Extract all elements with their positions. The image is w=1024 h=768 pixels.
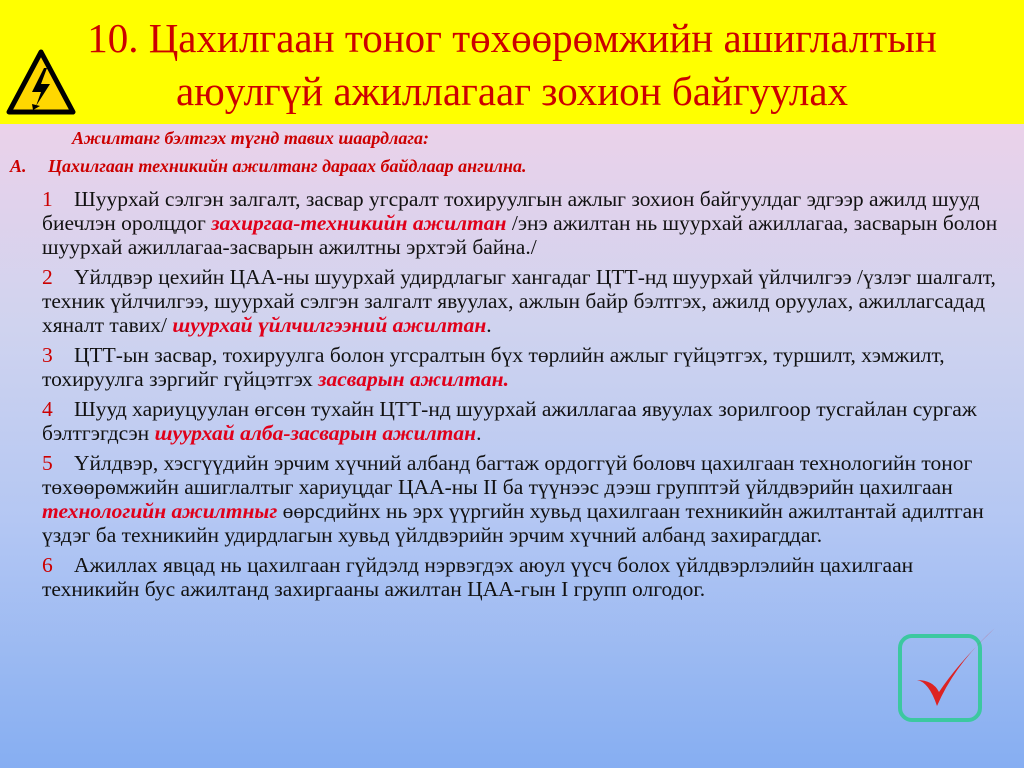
list-item (42, 397, 1007, 445)
item-text: Шууд хариуцуулан өгсөн тухайн ЦТТ-нд шуурхай ажиллагаа явуулах зорилгоор тусгайлан сургаж бэлтгэгдсэн (42, 397, 977, 445)
item-text: Үйлдвэр цехийн ЦАА-ны шуурхай удирдлагыг хангадаг ЦТТ-нд шуурхай үйлчилгээ /үзлэг шалгалт, техник үйлчилгээ, шуурхай сэлгэн залгалт явуулах, ажлын байр бэлтгэх, ажилд оруулах, ажиллагсадад хяналт тавих/ (42, 265, 996, 337)
item-number: 4 (42, 397, 53, 421)
item-highlight: технологийн ажилтныг (42, 499, 278, 523)
item-text-end: /энэ ажилтан нь шуурхай ажиллагаа, засварын болон шуурхай ажиллагаа-засварын ажилтны эрхтэй байна./ (42, 211, 998, 259)
item-text: Ажиллах явцад нь цахилгаан гүйдэлд нэрвэгдэх аюул үүсч болох үйлдвэрлэлийн цахилгаан техникийн бус ажилтанд захиргааны ажилтан ЦАА-гын I групп олгодог. (42, 553, 914, 601)
item-highlight: шуурхай үйлчилгээний ажилтан (172, 313, 487, 337)
item-highlight: шуурхай алба-засварын ажилтан (154, 421, 477, 445)
subheading: Ажилтанг бэлтгэх түгнд тавих шаардлага: (72, 128, 429, 148)
list-item (42, 187, 1007, 259)
list-item (42, 265, 1007, 337)
item-number: 6 (42, 553, 53, 577)
item-text-end: . (486, 313, 492, 337)
high-voltage-warning-icon (6, 48, 76, 122)
item-number: 5 (42, 451, 53, 475)
item-number: 2 (42, 265, 53, 289)
section-end: . (522, 156, 527, 176)
section-text: Цахилгаан техникийн ажилтанг дараах байдлаар ангилна (48, 156, 523, 176)
section-a (10, 156, 527, 177)
item-highlight: захиргаа-техникийн ажилтан (211, 211, 507, 235)
section-letter: А. (10, 156, 27, 176)
item-highlight: засварын ажилтан. (318, 367, 509, 391)
slide-title (0, 12, 1024, 118)
checkmark-box-icon (895, 624, 999, 724)
item-text: Шуурхай сэлгэн залгалт, засвар угсралт тохируулгын ажлыг зохион байгуулдаг эдгээр ажилд шууд биечлэн оролцдог (42, 187, 980, 235)
item-text-end: . (476, 421, 482, 445)
list-item (42, 553, 1007, 601)
item-text: Үйлдвэр, хэсгүүдийн эрчим хүчний албанд багтаж ордоггүй боловч цахилгаан технологийн тоног төхөөрөмжийн ашиглалтыг хариуцдаг ЦАА-ны II ба түүнээс дээш групптэй үйлдвэрийн цахилгаан (42, 451, 973, 499)
item-text: ЦТТ-ын засвар, тохируулга болон угсралтын бүх төрлийн ажлыг гүйцэтгэх, туршилт, хэмжилт, тохируулга зэргийг гүйцэтгэх (42, 343, 945, 391)
list-item (42, 451, 1007, 547)
title-line-1: 10. Цахилгаан тоног төхөөрөмжийн ашиглалтын (87, 15, 937, 61)
item-number: 1 (42, 187, 53, 211)
item-number: 3 (42, 343, 53, 367)
list-item (42, 343, 1007, 391)
title-line-2: аюулгүй ажиллагааг зохион байгуулах (175, 68, 849, 114)
item-list (42, 187, 1007, 607)
item-text-end: өөрсдийнх нь эрх үүргийн хувьд цахилгаан техникийн ажилтантай адилтган үздэг ба техникийн удирдлагын хувьд үйлдвэрийн эрчим хүчний албанд захирагддаг. (42, 499, 984, 547)
